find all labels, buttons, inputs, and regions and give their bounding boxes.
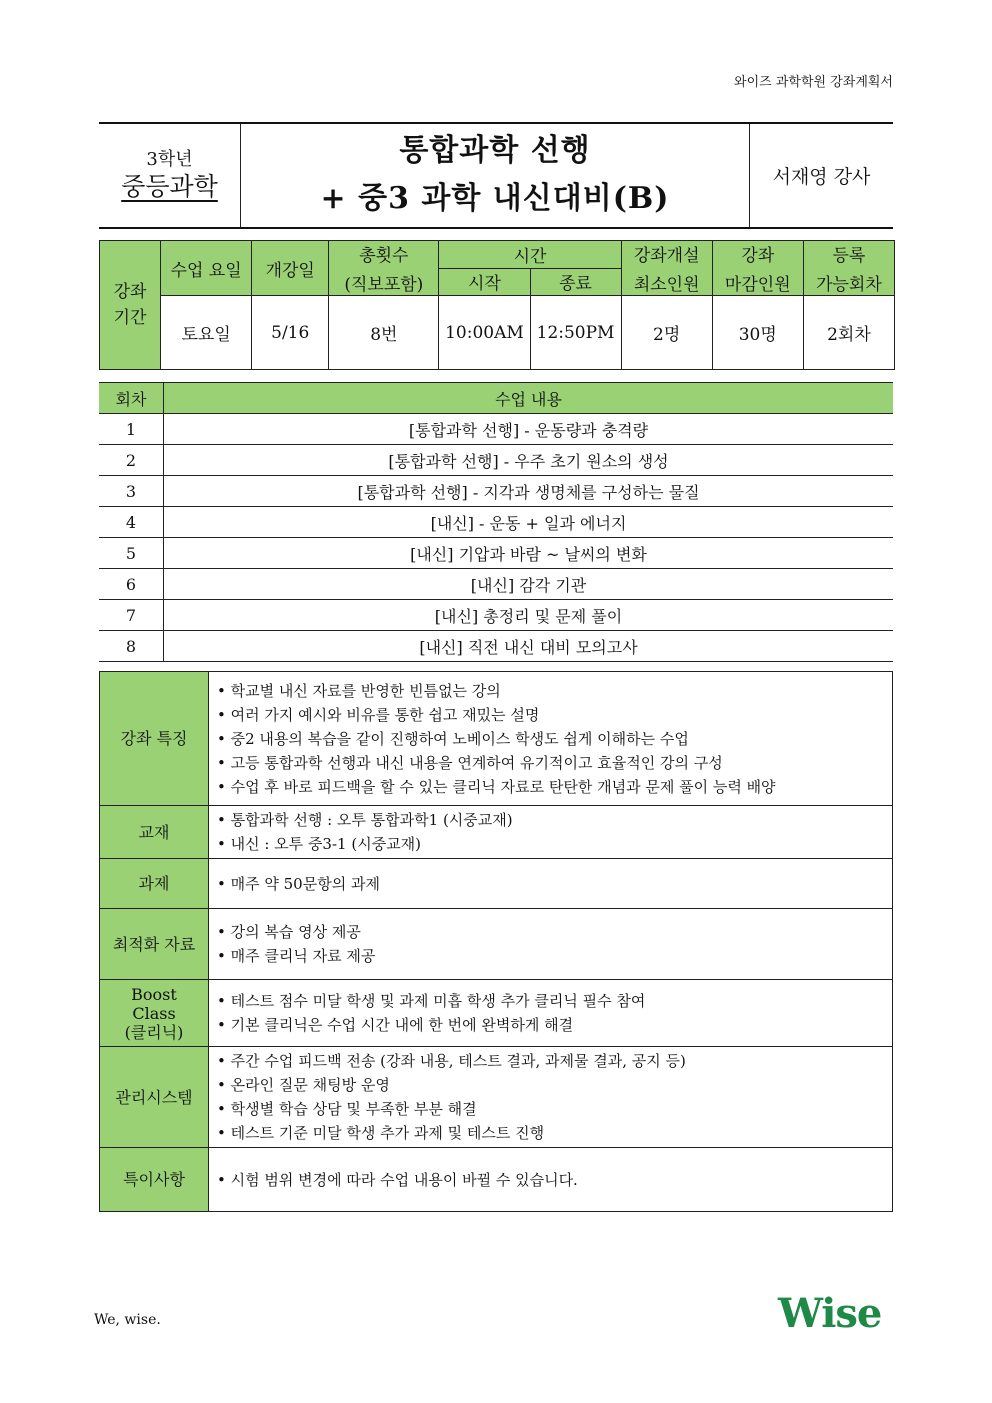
register-title: 등록 <box>832 246 866 266</box>
footer-slogan: We, wise. <box>94 1312 161 1328</box>
feature-item: • 학교별 내신 자료를 반영한 빈틈없는 강의 <box>217 679 892 703</box>
grade-label: 3학년 <box>146 148 193 170</box>
register-header <box>803 241 894 296</box>
management-item: • 학생별 학습 상담 및 부족한 부분 해결 <box>217 1097 892 1121</box>
session-number: 5 <box>99 538 164 569</box>
min-enroll-title: 강좌개설 <box>633 246 700 266</box>
course-title-cell <box>241 123 750 228</box>
course-info-table <box>99 240 895 370</box>
textbook-item: • 내신 : 오투 중3-1 (시중교재) <box>217 832 892 856</box>
session-number: 7 <box>99 600 164 631</box>
min-enroll-subtitle: 최소인원 <box>633 275 700 295</box>
management-label: 관리시스템 <box>100 1047 209 1148</box>
max-enroll-value: 30명 <box>712 296 803 370</box>
boost-label-line1: Boost <box>131 984 177 1004</box>
textbook-content <box>209 806 893 859</box>
homework-content <box>209 859 893 909</box>
content-header: 수업 내용 <box>164 383 894 414</box>
max-enroll-subtitle: 마감인원 <box>724 275 791 295</box>
session-content: [내신] 직전 내신 대비 모의고사 <box>164 631 894 662</box>
features-content <box>209 672 893 806</box>
session-number: 1 <box>99 414 164 445</box>
notes-item: • 시험 범위 변경에 따라 수업 내용이 바뀔 수 있습니다. <box>217 1168 892 1192</box>
time-end-value: 12:50PM <box>530 296 621 370</box>
total-sessions-header <box>329 241 439 296</box>
session-content: [통합과학 선행] - 지각과 생명체를 구성하는 물질 <box>164 476 894 507</box>
management-item: • 테스트 기준 미달 학생 추가 과제 및 테스트 진행 <box>217 1121 892 1145</box>
session-number: 2 <box>99 445 164 476</box>
title-block <box>99 122 893 229</box>
session-content: [통합과학 선행] - 우주 초기 원소의 생성 <box>164 445 894 476</box>
schedule-row <box>99 600 893 631</box>
period-section-text: 강좌 기간 <box>113 282 147 328</box>
boost-item: • 테스트 점수 미달 학생 및 과제 미흡 학생 추가 클리닉 필수 참여 <box>217 989 892 1013</box>
total-sessions-value: 8번 <box>329 296 439 370</box>
schedule-row <box>99 414 893 445</box>
course-features-table <box>99 671 893 1212</box>
features-label: 강좌 특징 <box>100 672 209 806</box>
boost-label-line2: Class <box>132 1003 176 1023</box>
session-number: 6 <box>99 569 164 600</box>
register-subtitle: 가능회차 <box>816 275 882 295</box>
schedule-row <box>99 445 893 476</box>
schedule-row <box>99 476 893 507</box>
session-content: [내신] - 운동 + 일과 에너지 <box>164 507 894 538</box>
notes-label: 특이사항 <box>100 1148 209 1212</box>
min-enroll-value: 2명 <box>621 296 712 370</box>
grade-subject-cell <box>99 123 241 228</box>
optimized-item: • 매주 클리닉 자료 제공 <box>217 944 892 968</box>
optimized-materials-content <box>209 909 893 980</box>
period-section-label <box>100 241 161 370</box>
document-label: 와이즈 과학학원 강좌계획서 <box>734 75 893 90</box>
textbook-label: 교재 <box>100 806 209 859</box>
feature-item: • 수업 후 바로 피드백을 할 수 있는 클리닉 자료로 탄탄한 개념과 문제 풀이 능력 배양 <box>217 775 892 799</box>
total-sessions-title: 총횟수 <box>359 246 409 266</box>
feature-item: • 고등 통합과학 선행과 내신 내용을 연계하여 유기적이고 효율적인 강의 구성 <box>217 751 892 775</box>
max-enroll-header <box>712 241 803 296</box>
max-enroll-title: 강좌 <box>741 246 775 266</box>
schedule-row <box>99 631 893 662</box>
homework-item: • 매주 약 50문항의 과제 <box>217 872 892 896</box>
optimized-materials-label: 최적화 자료 <box>100 909 209 980</box>
session-number: 3 <box>99 476 164 507</box>
optimized-item: • 강의 복습 영상 제공 <box>217 920 892 944</box>
day-value: 토요일 <box>161 296 252 370</box>
start-date-header: 개강일 <box>252 241 329 296</box>
session-content: [내신] 기압과 바람 ~ 날씨의 변화 <box>164 538 894 569</box>
session-content: [내신] 감각 기관 <box>164 569 894 600</box>
feature-item: • 여러 가지 예시와 비유를 통한 쉽고 재밌는 설명 <box>217 703 892 727</box>
management-item: • 주간 수업 피드백 전송 (강좌 내용, 테스트 결과, 과제물 결과, 공지 등) <box>217 1049 892 1073</box>
register-value: 2회차 <box>803 296 894 370</box>
day-header: 수업 요일 <box>161 241 252 296</box>
start-date-value: 5/16 <box>252 296 329 370</box>
schedule-table <box>99 382 893 662</box>
subject-label: 중등과학 <box>121 171 218 201</box>
instructor-name: 서재영 강사 <box>772 166 871 188</box>
management-item: • 온라인 질문 채팅방 운영 <box>217 1073 892 1097</box>
course-title-line1: 통합과학 선행 <box>399 132 591 168</box>
instructor-cell <box>750 123 894 228</box>
boost-class-label <box>100 980 209 1047</box>
boost-item: • 기본 클리닉은 수업 시간 내에 한 번에 완벽하게 해결 <box>217 1013 892 1037</box>
time-start-value: 10:00AM <box>439 296 530 370</box>
session-content: [내신] 총정리 및 문제 풀이 <box>164 600 894 631</box>
schedule-row <box>99 507 893 538</box>
course-title-line2: + 중3 과학 내신대비(B) <box>320 180 670 216</box>
time-end-header: 종료 <box>530 268 621 296</box>
management-content <box>209 1047 893 1148</box>
min-enroll-header <box>621 241 712 296</box>
session-number: 8 <box>99 631 164 662</box>
session-header: 회차 <box>99 383 164 414</box>
schedule-row <box>99 569 893 600</box>
schedule-row <box>99 538 893 569</box>
session-content: [통합과학 선행] - 운동량과 충격량 <box>164 414 894 445</box>
session-number: 4 <box>99 507 164 538</box>
total-sessions-subtitle: (직보포함) <box>344 275 424 295</box>
homework-label: 과제 <box>100 859 209 909</box>
time-start-header: 시작 <box>439 268 530 296</box>
boost-class-content <box>209 980 893 1047</box>
textbook-item: • 통합과학 선행 : 오투 통합과학1 (시중교재) <box>217 808 892 832</box>
boost-label-line3: (클리닉) <box>124 1022 184 1042</box>
feature-item: • 중2 내용의 복습을 같이 진행하여 노베이스 학생도 쉽게 이해하는 수업 <box>217 727 892 751</box>
wise-logo <box>778 1290 881 1337</box>
time-header: 시간 <box>439 241 621 269</box>
notes-content <box>209 1148 893 1212</box>
logo-text: Wise <box>778 1290 882 1337</box>
